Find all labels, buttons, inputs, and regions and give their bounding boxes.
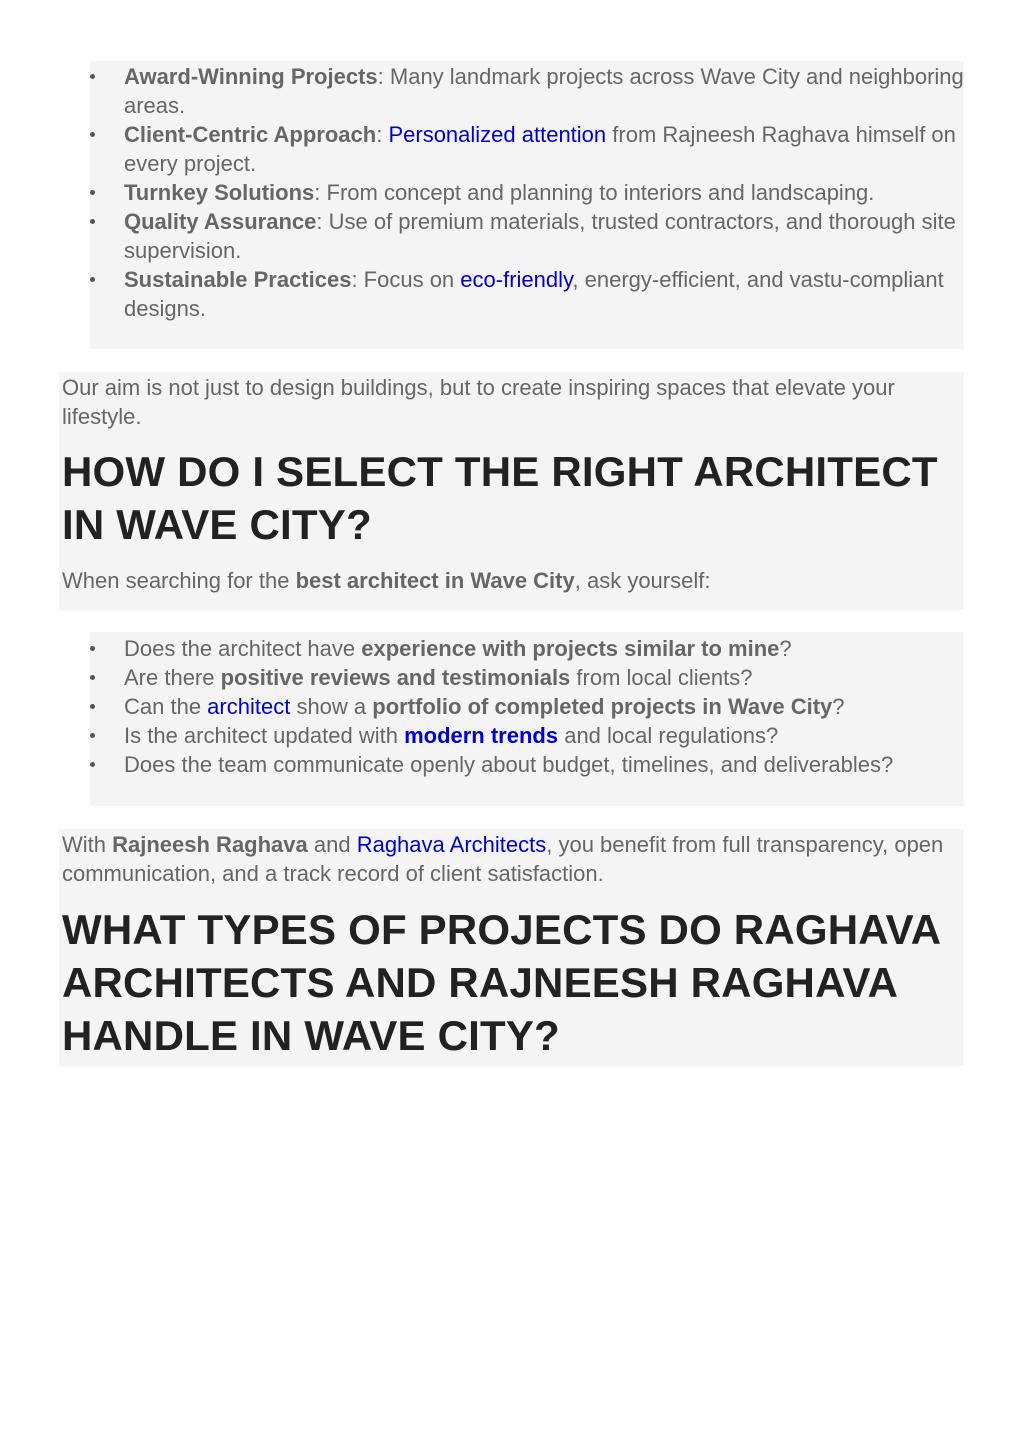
list-item (90, 663, 964, 692)
list-item-text: and local regulations? (558, 723, 779, 748)
list-item-title: Quality Assurance (124, 209, 317, 234)
list-item-text: ? (832, 694, 845, 719)
list-item (90, 178, 964, 207)
questions-list-block (90, 632, 964, 806)
list-item-bold: positive reviews and testimonials (220, 665, 571, 690)
list-item-text: from Rajneesh Raghava himself on every project. (124, 122, 956, 176)
list-item (90, 207, 964, 265)
questions-list (90, 632, 964, 779)
list-item-text: , energy-efficient, and vastu-compliant designs. (124, 267, 944, 321)
selection-section (59, 372, 964, 610)
list-item (90, 62, 964, 120)
list-item-title: Client-Centric Approach (124, 122, 377, 147)
features-list-block (90, 61, 964, 349)
list-item (90, 692, 964, 721)
projects-section (59, 829, 964, 1066)
list-item-text: Are there (124, 665, 221, 690)
para-text: and (307, 832, 357, 857)
personalized-attention-link[interactable]: Personalized attention (388, 122, 607, 147)
transparency-paragraph (59, 829, 964, 888)
list-item-text: Does the team communicate openly about budget, timelines, and deliverables? (124, 752, 894, 777)
list-item-bold: experience with projects similar to mine (361, 636, 780, 661)
list-item-text: : Use of premium materials, trusted contractors, and thorough site supervision. (124, 209, 956, 263)
list-item-title: Sustainable Practices (124, 267, 352, 292)
raghava-architects-link[interactable]: Raghava Architects (356, 832, 547, 857)
list-item-bold: portfolio of completed projects in Wave City (372, 694, 833, 719)
list-item-text: show a (290, 694, 373, 719)
list-item-text: : Focus on (351, 267, 461, 292)
para-bold: best architect in Wave City (295, 568, 575, 593)
list-item-title: Award-Winning Projects (124, 64, 378, 89)
features-list (90, 61, 964, 323)
select-architect-heading: HOW DO I SELECT THE RIGHT ARCHITECT IN WAVE CITY? (62, 448, 938, 548)
search-intro-paragraph (59, 551, 964, 595)
para-text: When searching for the (62, 568, 296, 593)
modern-trends-link[interactable]: modern trends (404, 723, 559, 748)
para-text: With (62, 832, 113, 857)
list-item-text: Can the (124, 694, 208, 719)
eco-friendly-link[interactable]: eco-friendly (460, 267, 573, 292)
list-item (90, 265, 964, 323)
list-item-text: : From concept and planning to interiors and landscaping. (314, 180, 875, 205)
aim-paragraph: Our aim is not just to design buildings, but to create inspiring spaces that elevate your lifestyle. (62, 375, 895, 429)
architect-link[interactable]: architect (207, 694, 291, 719)
list-item-text: Is the architect updated with (124, 723, 405, 748)
list-item (90, 750, 964, 779)
list-item (90, 120, 964, 178)
list-item (90, 721, 964, 750)
list-item-text: : Many landmark projects across Wave City and neighboring areas. (124, 64, 964, 118)
list-item (90, 634, 964, 663)
para-bold: Rajneesh Raghava (112, 832, 308, 857)
list-item-title: Turnkey Solutions (124, 180, 315, 205)
list-item-text: : (376, 122, 389, 147)
list-item-text: from local clients? (570, 665, 753, 690)
project-types-heading: WHAT TYPES OF PROJECTS DO RAGHAVA ARCHITECTS AND RAJNEESH RAGHAVA HANDLE IN WAVE CITY? (62, 906, 940, 1059)
list-item-text: Does the architect have (124, 636, 362, 661)
para-text: , ask yourself: (574, 568, 711, 593)
para-text: , you benefit from full transparency, open communication, and a track record of client satisfaction. (62, 832, 944, 886)
list-item-text: ? (779, 636, 792, 661)
